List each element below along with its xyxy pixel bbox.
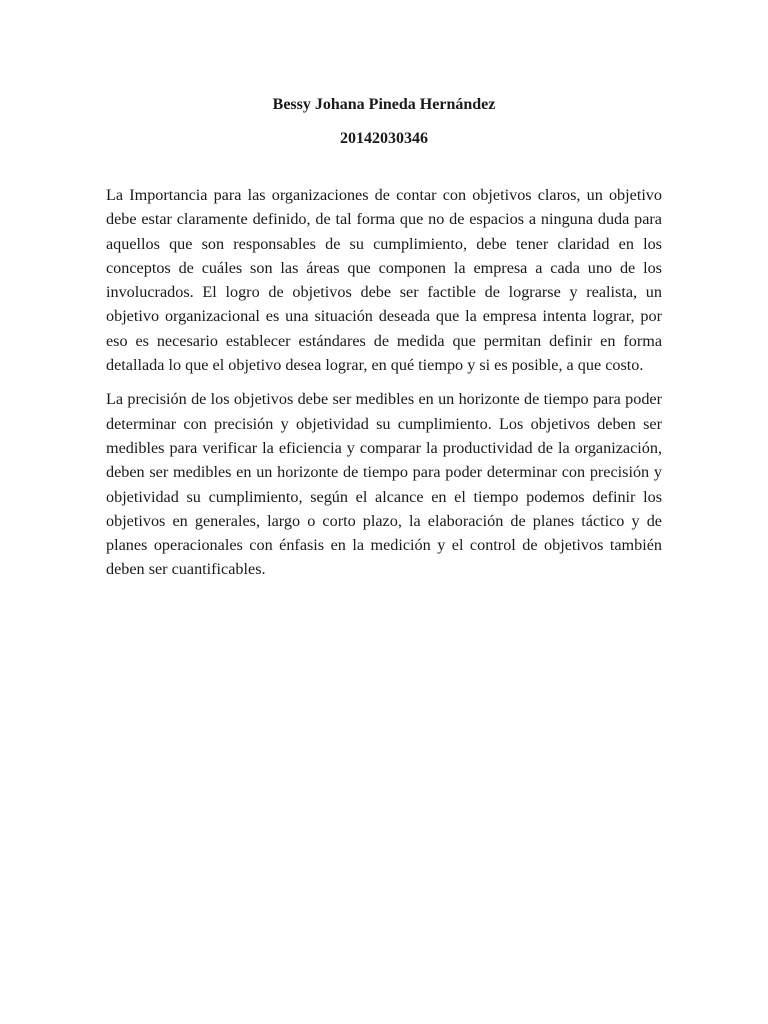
student-id: 20142030346 [340, 130, 428, 147]
author-name: Bessy Johana Pineda Hernández [272, 96, 496, 113]
paragraph-2: La precisión de los objetivos debe ser medibles en un horizonte de tiempo para poder determinar con precisión y objetividad su cumplimiento. Los objetivos deben ser medibles para verificar la eficiencia y comparar la productividad de la organización, deben ser medibles en un horizonte de tiempo para poder determinar con precisión y objetividad su cumplimiento, según el alcance en el tiempo podemos definir los objetivos en generales, largo o corto plazo, la elaboración de planes táctico y de planes operacionales con énfasis en la medición y el control de objetivos también deben ser cuantificables. [106, 390, 662, 579]
paragraph-1: La Importancia para las organizaciones de contar con objetivos claros, un objetivo debe estar claramente definido, de tal forma que no de espacios a ninguna duda para aquellos que son responsables de su cumplimiento, debe tener claridad en los conceptos de cuáles son las áreas que componen la empresa a cada uno de los involucrados. El logro de objetivos debe ser factible de lograrse y realista, un objetivo organizacional es una situación deseada que la empresa intenta lograr, por eso es necesario establecer estándares de medida que permitan definir en forma detallada lo que el objetivo desea lograr, en qué tiempo y si es posible, a que costo. [106, 186, 662, 375]
document-body [106, 183, 662, 592]
document-header [0, 92, 768, 152]
